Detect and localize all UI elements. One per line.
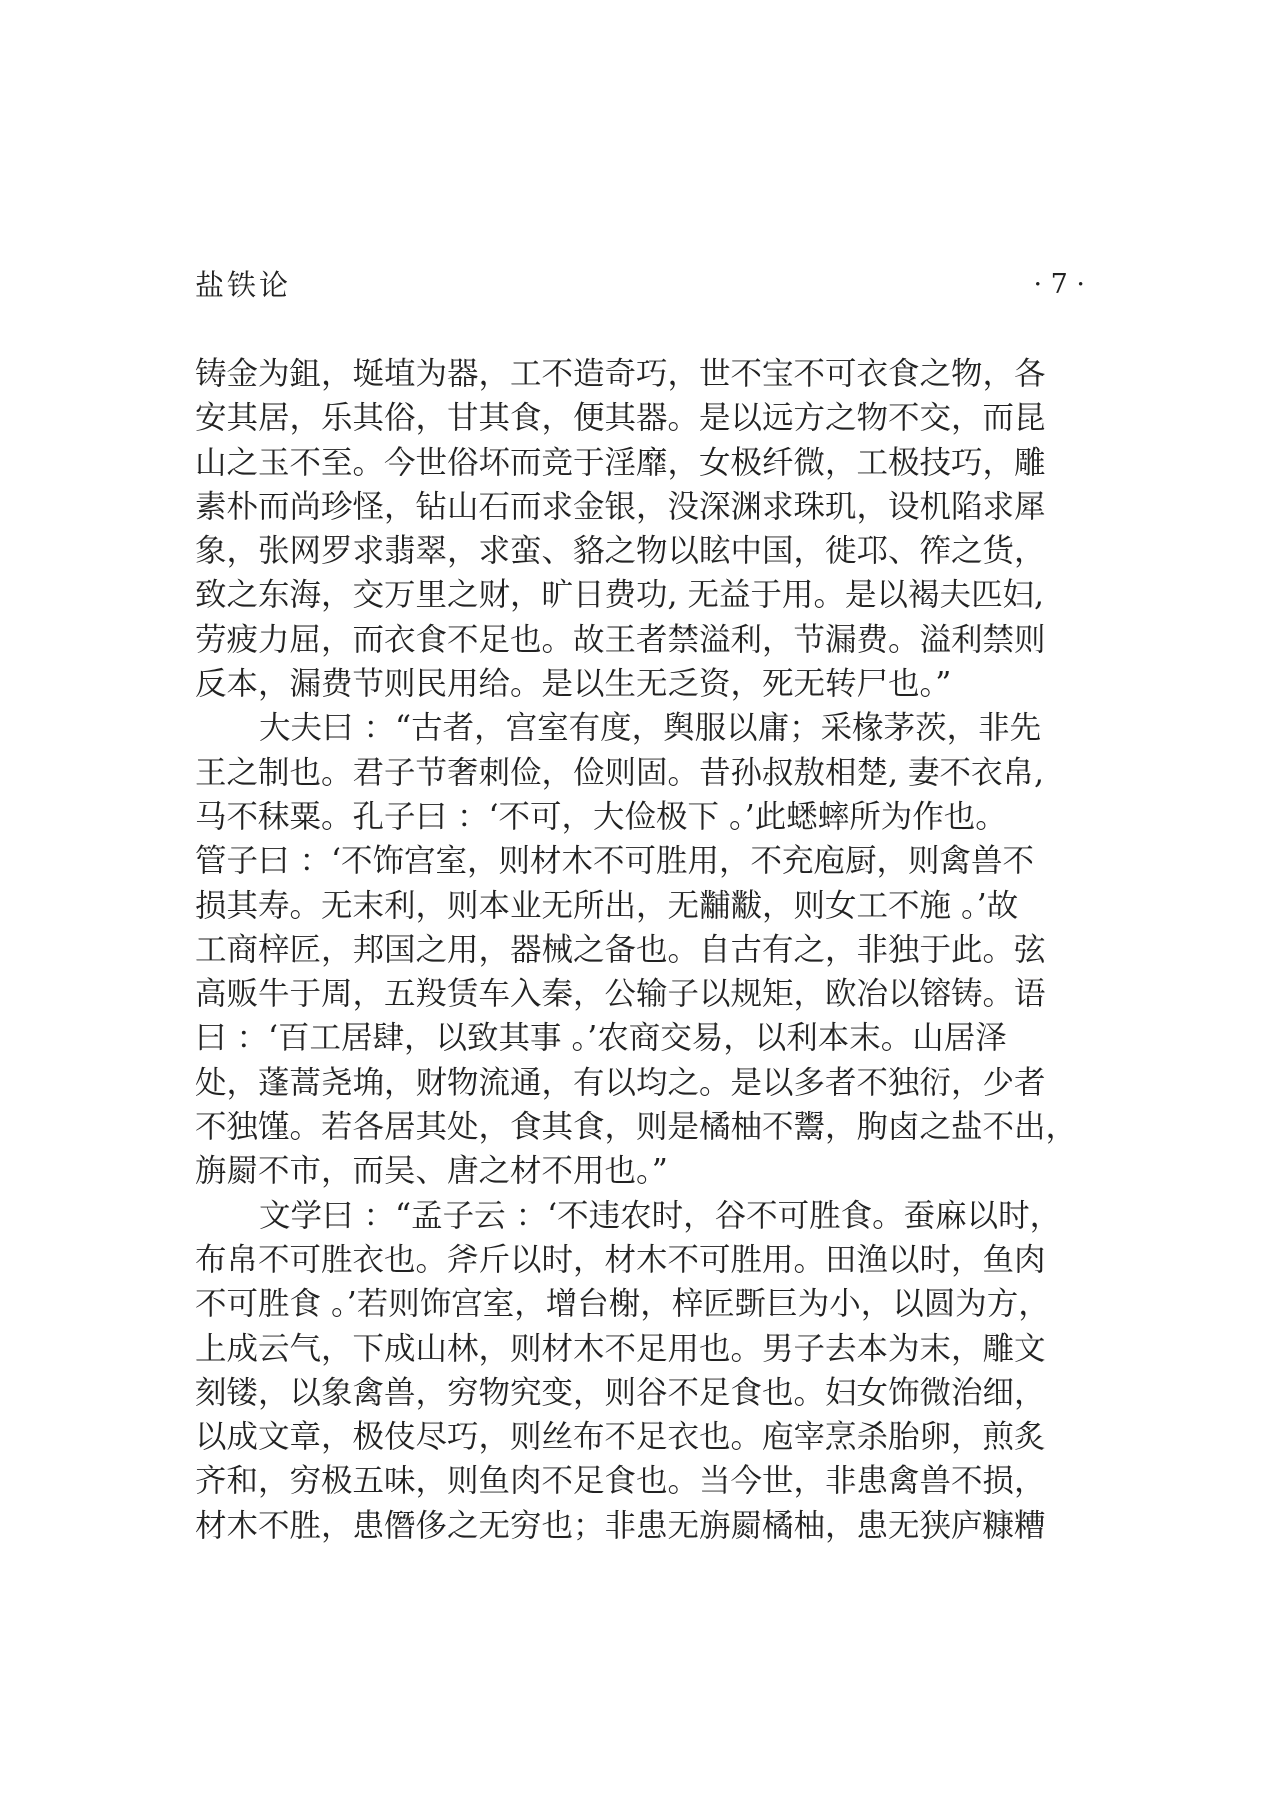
text-line: 以成文章，极伎尽巧，则丝布不足衣也。庖宰烹杀胎卵，煎炙 xyxy=(195,1419,1046,1456)
text-line: 不独馑。若各居其处，食其食，则是橘柚不鬻，朐卤之盐不出， xyxy=(195,1109,1078,1146)
text-line: 管子曰 ：‘不饰宫室，则材木不可胜用，不充庖厨，则禽兽不 xyxy=(195,843,1035,880)
text-line: 素朴而尚珍怪，钻山石而求金银，没深渊求珠玑，设机陷求犀 xyxy=(195,488,1046,525)
text-line: 曰 ：‘百工居肆，以致其事 。’农商交易，以利本末。山居泽 xyxy=(195,1020,1007,1057)
text-line: 马不秣粟。孔子曰 ：‘不可，大俭极下 。’此蟋蟀所为作也。 xyxy=(195,798,1007,835)
text-line: 布帛不可胜衣也。斧斤以时，材木不可胜用。田渔以时，鱼肉 xyxy=(195,1241,1046,1278)
text-line: 象，张网罗求翡翠，求蛮、貉之物以眩中国，徙邛、筰之货， xyxy=(195,533,1046,570)
text-line: 高贩牛于周，五羖赁车入秦，公输子以规矩，欧冶以镕铸。语 xyxy=(195,976,1046,1013)
page-number: · 7 · xyxy=(1033,269,1085,300)
text-line: 致之东海，交万里之财，旷日费功, 无益于用。是以褐夫匹妇, xyxy=(195,577,1045,614)
page-header xyxy=(195,263,1085,307)
text-line: 刻镂，以象禽兽，穷物究变，则谷不足食也。妇女饰微治细， xyxy=(195,1374,1046,1411)
text-line: 铸金为鉏，埏埴为器，工不造奇巧，世不宝不可衣食之物，各 xyxy=(195,356,1046,392)
text-line: 不可胜食 。’若则饰宫室，增台榭，梓匠斲巨为小，以圆为方， xyxy=(195,1286,1050,1323)
text-line: 齐和，穷极五味，则鱼肉不足食也。当今世，非患禽兽不损， xyxy=(195,1463,1046,1500)
text-line: 工商梓匠，邦国之用，器械之备也。自古有之，非独于此。弦 xyxy=(195,931,1046,968)
text-line: 大夫曰 ：“古者，宫室有度，舆服以庸；采椽茅茨，非先 xyxy=(259,710,1042,747)
text-line: 王之制也。君子节奢刺俭，俭则固。昔孙叔敖相楚, 妻不衣帛, xyxy=(195,754,1045,791)
text-line: 旃罽不市，而吴、唐之材不用也。” xyxy=(195,1153,668,1190)
text-line: 处，蓬蒿尧埆，财物流通，有以均之。是以多者不独衍，少者 xyxy=(195,1064,1046,1101)
text-line: 材木不胜，患僭侈之无穷也；非患无旃罽橘柚，患无狭庐糠糟 xyxy=(195,1507,1046,1544)
body-text xyxy=(195,352,1085,1548)
text-line: 反本，漏费节则民用给。是以生无乏资，死无转尸也。” xyxy=(195,666,952,703)
text-line: 安其居，乐其俗，甘其食，便其器。是以远方之物不交，而昆 xyxy=(195,400,1046,437)
text-line: 文学曰 ：“孟子云 ：‘不违农时，谷不可胜食。蚕麻以时， xyxy=(259,1197,1062,1234)
text-line: 山之玉不至。今世俗坏而竞于淫靡，女极纤微，工极技巧，雕 xyxy=(195,444,1046,481)
text-line: 劳疲力屈，而衣食不足也。故王者禁溢利，节漏费。溢利禁则 xyxy=(195,621,1046,658)
text-line: 损其寿。无末利，则本业无所出，无黼黻，则女工不施 。’故 xyxy=(195,887,1019,924)
book-title: 盐铁论 xyxy=(195,268,292,302)
text-line: 上成云气，下成山林，则材木不足用也。男子去本为末，雕文 xyxy=(195,1330,1046,1367)
